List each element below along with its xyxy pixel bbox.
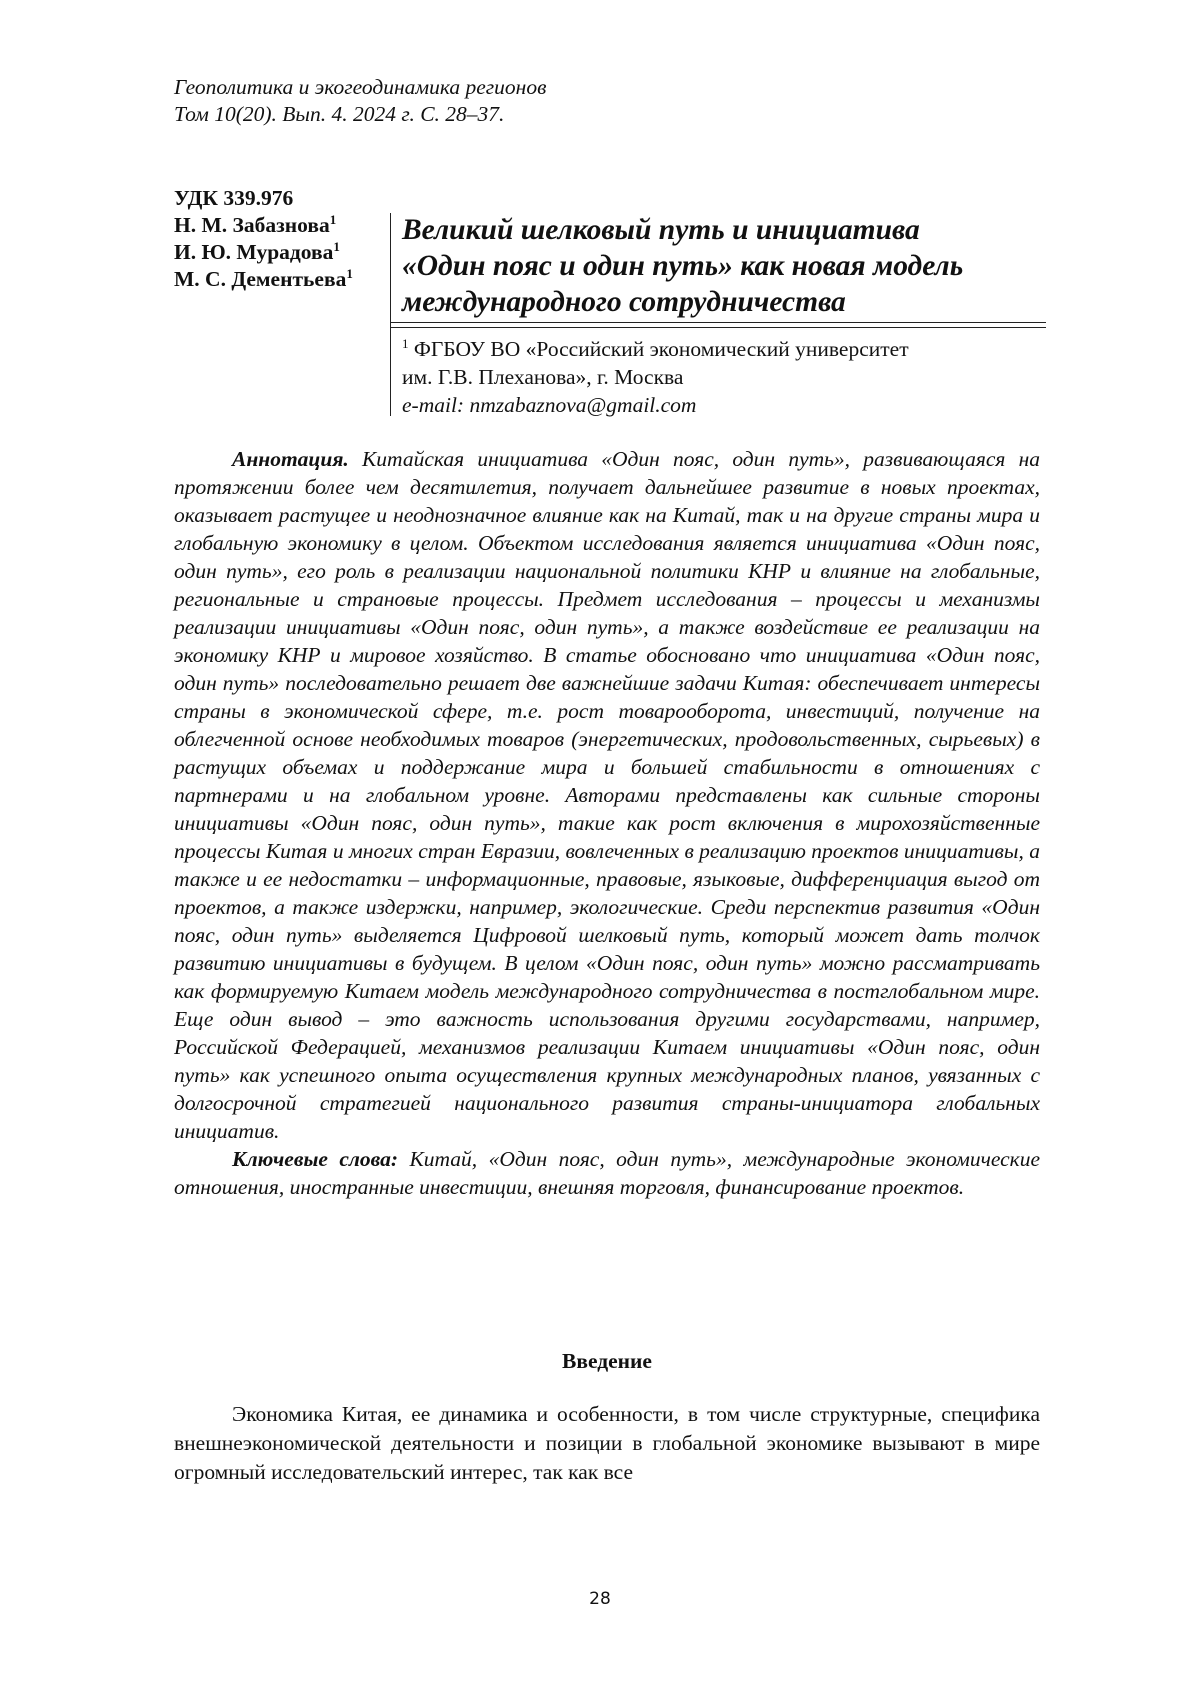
page-number: 28 (589, 1589, 611, 1609)
title-rule-top (390, 322, 1046, 323)
author-1: Н. М. Забазнова$^1$ (174, 212, 337, 237)
affiliation: $^1$ ФГБОУ ВО «Российский экономический университет им. Г.В. Плеханова», г. Москва e-mail: nmzabaznova@gmail.com (402, 335, 1042, 419)
keywords-paragraph: Ключевые слова: Китай, «Один пояс, один путь», международные экономические отношения, иностранные инвестиции, внешняя торговля, финансирование проектов. (174, 1147, 1040, 1199)
journal-name: Геополитика и экогеодинамика регионов (174, 75, 547, 99)
author-3: М. С. Дементьева$^1$ (174, 266, 353, 291)
udk-code: УДК 339.976 (174, 186, 294, 210)
journal-header (174, 74, 546, 128)
body-text (174, 1400, 1040, 1487)
article-title: Великий шелковый путь и инициатива «Один пояс и один путь» как новая модель международного сотрудничества (402, 214, 964, 318)
header-vertical-rule (390, 213, 391, 416)
section-heading: Введение (562, 1349, 652, 1373)
keywords-label: Ключевые слова: (232, 1147, 399, 1171)
journal-issue: Том 10(20). Вып. 4. 2024 г. С. 28–37. (174, 102, 505, 126)
abstract-label: Аннотация. (232, 447, 349, 471)
author-list (174, 212, 353, 293)
author-2: И. Ю. Мурадова$^1$ (174, 239, 340, 264)
author-email: e-mail: nmzabaznova@gmail.com (402, 393, 697, 417)
intro-paragraph: Экономика Китая, ее динамика и особенности, в том числе структурные, специфика внешнеэкономической деятельности и позиции в глобальной экономике вызывают в мире огромный исследовательский интерес, так как все (174, 1402, 1040, 1484)
title-rule-bottom (390, 327, 1046, 328)
abstract-block (174, 445, 1040, 1201)
abstract-paragraph: Аннотация. Китайская инициатива «Один пояс, один путь», развивающаяся на протяжении более чем десятилетия, получает дальнейшее развитие в новых проектах, оказывает растущее и неоднозначное влияние как на Китай, так и на другие страны мира и глобальную экономику в целом. Объектом исследования является инициатива «Один пояс, один путь», его роль в реализации национальной политики КНР и влияние на глобальные, региональные и страновые процессы. Предмет исследования – процессы и механизмы реализации инициативы «Один пояс, один путь», а также воздействие ее реализации на экономику КНР и мировое хозяйство. В статье обосновано что инициатива «Один пояс, один путь» последовательно решает две важнейшие задачи Китая: обеспечивает интересы страны в экономической сфере, т.е. рост товарооборота, инвестиций, получение на облегченной основе необходимых товаров (энергетических, продовольственных, сырьевых) в растущих объемах и поддержание мира и большей стабильности в отношениях с партнерами и на глобальном уровне. Авторами представлены как сильные стороны инициативы «Один пояс, один путь», такие как рост включения в мирохозяйственные процессы Китая и многих стран Евразии, вовлеченных в реализацию проектов инициативы, а также и ее недостатки – информационные, правовые, языковые, дифференциация выгод от проектов, а также издержки, например, экологические. Среди перспектив развития «Один пояс, один путь» выделяется Цифровой шелковый путь, который может дать толчок развитию инициативы в будущем. В целом «Один пояс, один путь» можно рассматривать как формируемую Китаем модель международного сотрудничества в постглобальном мире. Еще один вывод – это важность использования другими государствами, например, Российской Федерацией, механизмов реализации Китаем инициативы «Один пояс, один путь» как успешного опыта осуществления крупных международных планов, увязанных с долгосрочной стратегией национального развития страны-инициатора глобальных инициатив. (174, 447, 1041, 1143)
